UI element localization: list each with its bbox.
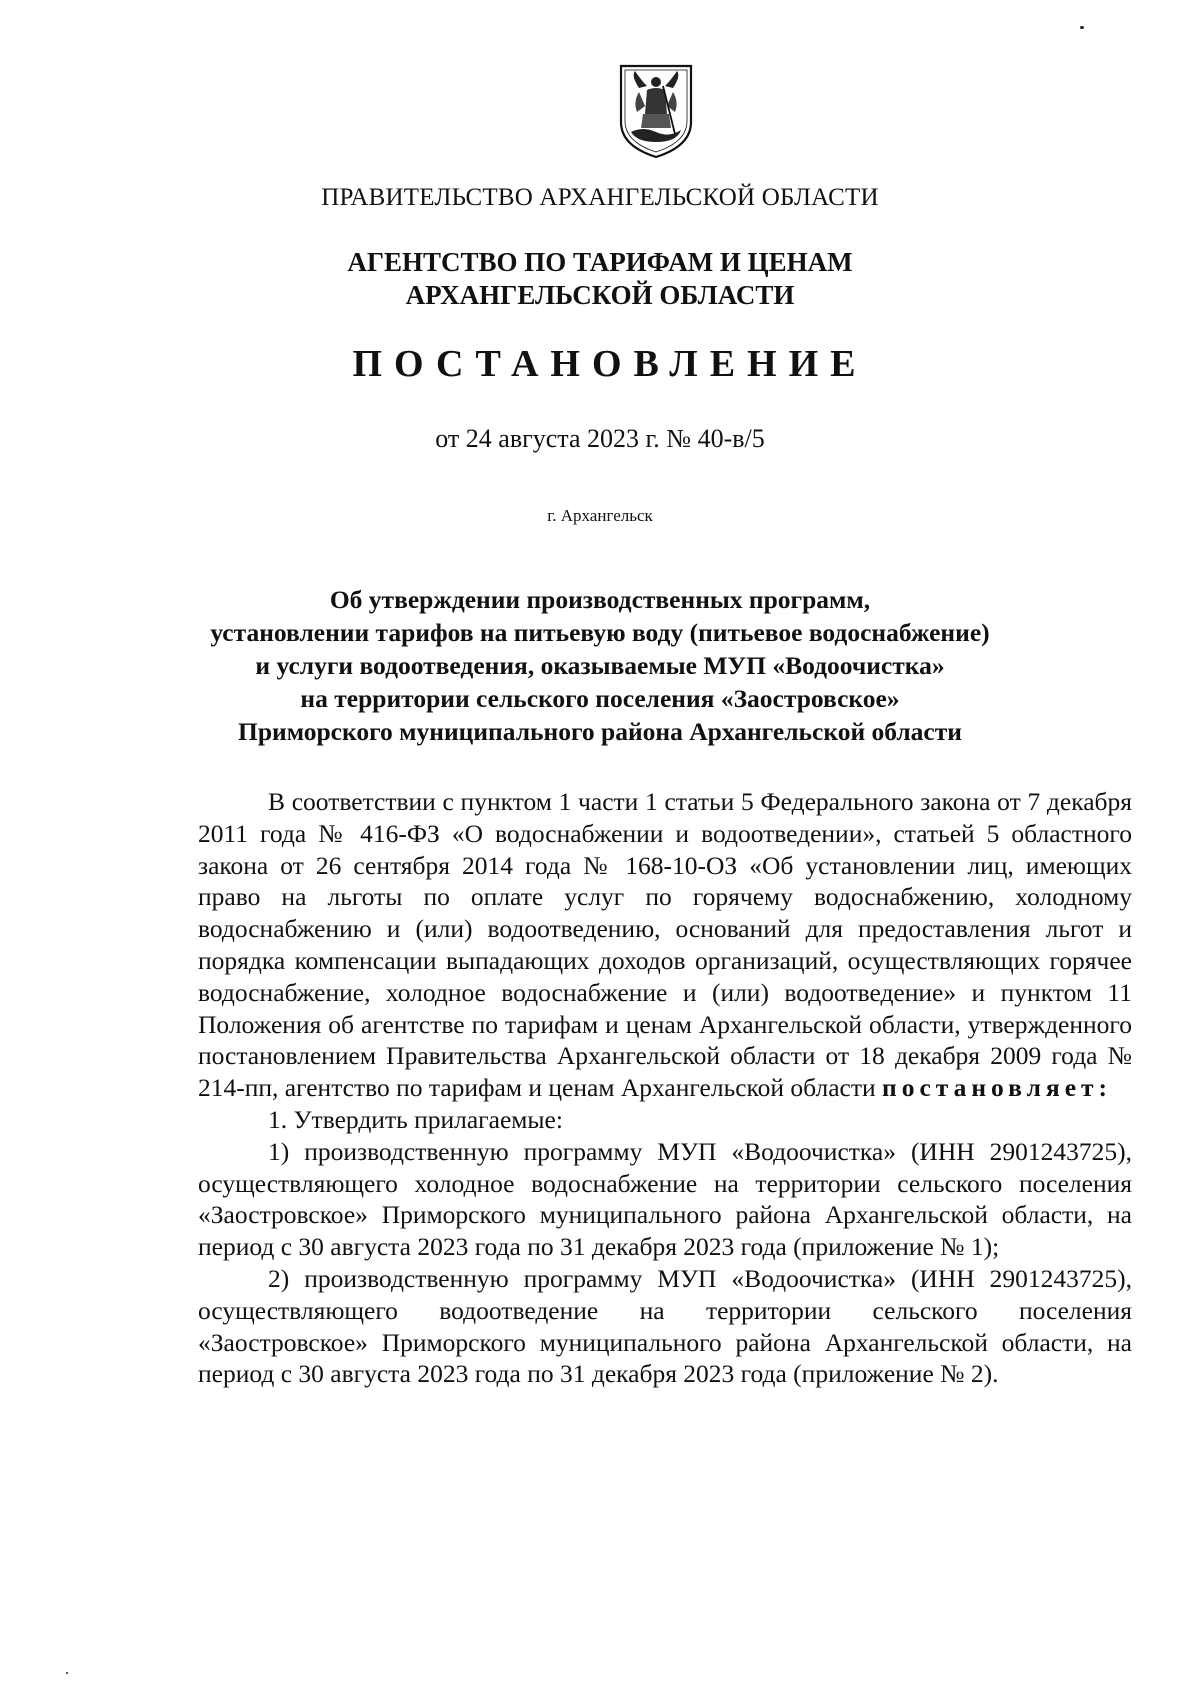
preamble-paragraph	[198, 786, 1132, 1104]
subject-line: Приморского муниципального района Архангельской области	[238, 717, 962, 746]
agency-name-line1: АГЕНТСТВО ПО ТАРИФАМ И ЦЕНАМ	[347, 247, 853, 277]
subject-line: на территории сельского поселения «Заостровское»	[300, 684, 900, 713]
preamble-text: В соответствии с пунктом 1 части 1 статьи 5 Федерального закона от 7 декабря 2011 года № 416-ФЗ «О водоснабжении и водоотведении», статьей 5 областного закона от 26 сентября 2014 года № 168-10-ОЗ «Об установлении лиц, имеющих право на льготы по оплате услуг по горячему водоснабжению, холодному водоснабжению и (или) водоотведению, оснований для предоставления льгот и порядка компенсации выпадающих доходов организаций, осуществляющих горячее водоснабжение, холодное водоснабжение и (или) водоотведение» и пунктом 11 Положения об агентстве по тарифам и ценам Архангельской области, утвержденного постановлением Правительства Архангельской области от 18 декабря 2009 года № 214-пп, агентство по тарифам и ценам Архангельской области	[198, 787, 1132, 1103]
list-item-1-2: 2) производственную программу МУП «Водоочистка» (ИНН 2901243725), осуществляющего водоотведение на территории сельского поселения «Заостровское» Приморского муниципального района Архангельской области, на период с 30 августа 2023 года по 31 декабря 2023 года (приложение № 2).	[198, 1263, 1132, 1389]
subject-line: Об утверждении производственных программ,	[329, 585, 871, 614]
scan-speck	[1080, 26, 1084, 29]
agency-name-line2: АРХАНГЕЛЬСКОЙ ОБЛАСТИ	[405, 280, 795, 310]
city-name: г. Архангельск	[547, 506, 653, 525]
decree-word: постановляет:	[882, 1073, 1113, 1103]
list-item-1: 1. Утвердить прилагаемые:	[268, 1104, 563, 1134]
subject-line: установлении тарифов на питьевую воду (питьевое водоснабжение)	[210, 618, 990, 647]
scan-speck	[66, 1672, 68, 1674]
arkhangelsk-coat-of-arms-icon	[617, 62, 695, 160]
document-type-title: ПОСТАНОВЛЕНИЕ	[352, 343, 868, 385]
document-body	[198, 786, 1132, 1390]
subject-line: и услуги водоотведения, оказываемые МУП «Водоочистка»	[255, 651, 945, 680]
list-item-1-1: 1) производственную программу МУП «Водоочистка» (ИНН 2901243725), осуществляющего холодное водоснабжение на территории сельского поселения «Заостровское» Приморского муниципального района Архангельской области, на период с 30 августа 2023 года по 31 декабря 2023 года (приложение № 1);	[198, 1136, 1132, 1262]
agency-name	[0, 246, 1200, 312]
date-and-number: от 24 августа 2023 г. № 40-в/5	[435, 424, 765, 453]
document-subject	[0, 583, 1200, 748]
government-name: ПРАВИТЕЛЬСТВО АРХАНГЕЛЬСКОЙ ОБЛАСТИ	[321, 184, 879, 211]
